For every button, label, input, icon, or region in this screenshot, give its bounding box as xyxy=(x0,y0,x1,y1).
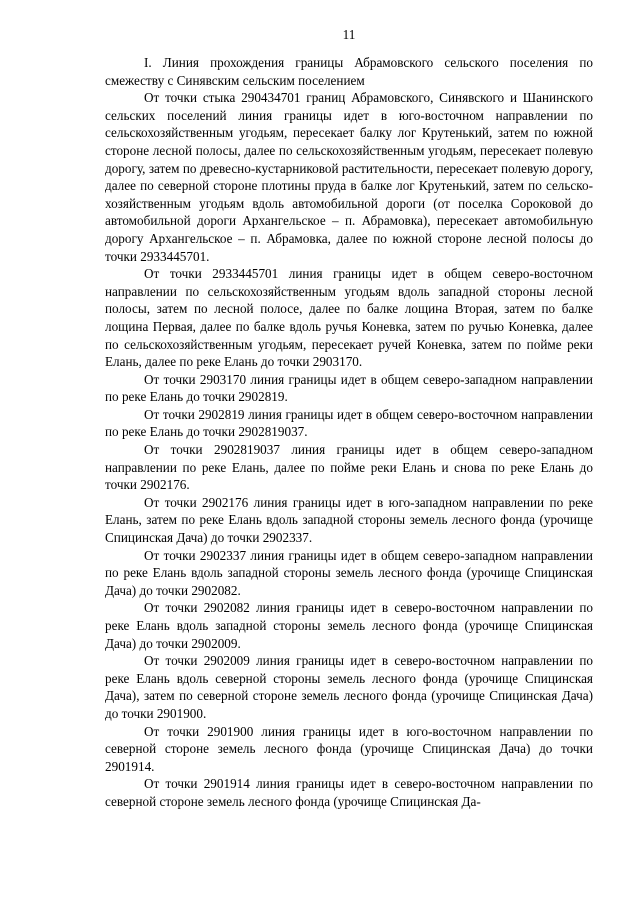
paragraph: От точки 2902337 линия границы идет в общем северо-западном направлении по реке Елань вдоль западной стороны земель лесного фонда (урочище Спицинская Дача) до точки 2902082. xyxy=(105,547,593,598)
paragraph: От точки стыка 290434701 границ Абрамовского, Синявского и Шанинского сельских поселений линия границы идет в юго-восточном направлении по сельскохозяйственным угодьям, пересекает балку лог Крутенький, затем по южной стороне лесной полосы, далее по сельскохозяйственным угодьям, пересекает полевую дорогу, затем по древесно-кустарниковой растительности, пересекает полевую дорогу, далее по северной стороне плотины пруда в балке лог Крутенький, затем по сельскохозяйственным угодьям вдоль автомобильной дороги (от поселка Сороковой до автомобильной дороги Архангельское – п. Абрамовка), пересекает автомобильную дорогу Архангельское – п. Абрамовка, далее по южной стороне лесной полосы до точки 2933445701. xyxy=(105,90,593,264)
paragraph: От точки 2902176 линия границы идет в юго-западном направлении по реке Елань, затем по реке Елань вдоль западной стороны земель лесного фонда (урочище Спицинская Дача) до точки 2902337. xyxy=(105,494,593,546)
document-page xyxy=(105,26,593,811)
paragraph: От точки 2902819 линия границы идет в общем северо-восточном направлении по реке Елань до точки 2902819037. xyxy=(105,406,593,440)
paragraph: От точки 2901914 линия границы идет в северо-восточном направлении по северной стороне земель лесного фонда (урочище Спицинская Да- xyxy=(105,776,593,809)
paragraph: От точки 2933445701 линия границы идет в общем северо-восточном направлении по сельскохозяйственным угодьям вдоль западной стороны лесной полосы, затем по лесной полосе, далее по балке лощина Вторая, затем по балке лощина Первая, далее по балке вдоль ручья Коневка, затем по ручью Коневка, далее по сельскохозяйственным угодьям, пересекает ручей Коневка, затем по пойме реки Елань, далее по реке Елань до точки 2903170. xyxy=(105,266,593,370)
paragraph: От точки 2902082 линия границы идет в северо-восточном направлении по реке Елань вдоль западной стороны земель лесного фонда (урочище Спицинская Дача) до точки 2902009. xyxy=(105,600,593,651)
paragraph: От точки 2902819037 линия границы идет в общем северо-западном направлении по реке Елань, далее по пойме реки Елань и снова по реке Елань до точки 2902176. xyxy=(105,442,593,493)
page-number: 11 xyxy=(342,27,356,42)
paragraph: От точки 2901900 линия границы идет в юго-восточном направлении по северной стороне земель лесного фонда (урочище Спицинская Дача) до точки 2901914. xyxy=(105,723,593,774)
paragraph: От точки 2902009 линия границы идет в северо-восточном направлении по реке Елань вдоль северной стороны земель лесного фонда (урочище Спицинская Дача), затем по северной стороне земель лесного фонда (урочище Спицинская Дача) до точки 2901900. xyxy=(105,653,593,721)
paragraph: От точки 2903170 линия границы идет в общем северо-западном направлении по реке Елань до точки 2902819. xyxy=(105,371,593,405)
section-heading: I. Линия прохождения границы Абрамовского сельского поселения по смежеству с Синявским сельским поселением xyxy=(105,55,593,88)
